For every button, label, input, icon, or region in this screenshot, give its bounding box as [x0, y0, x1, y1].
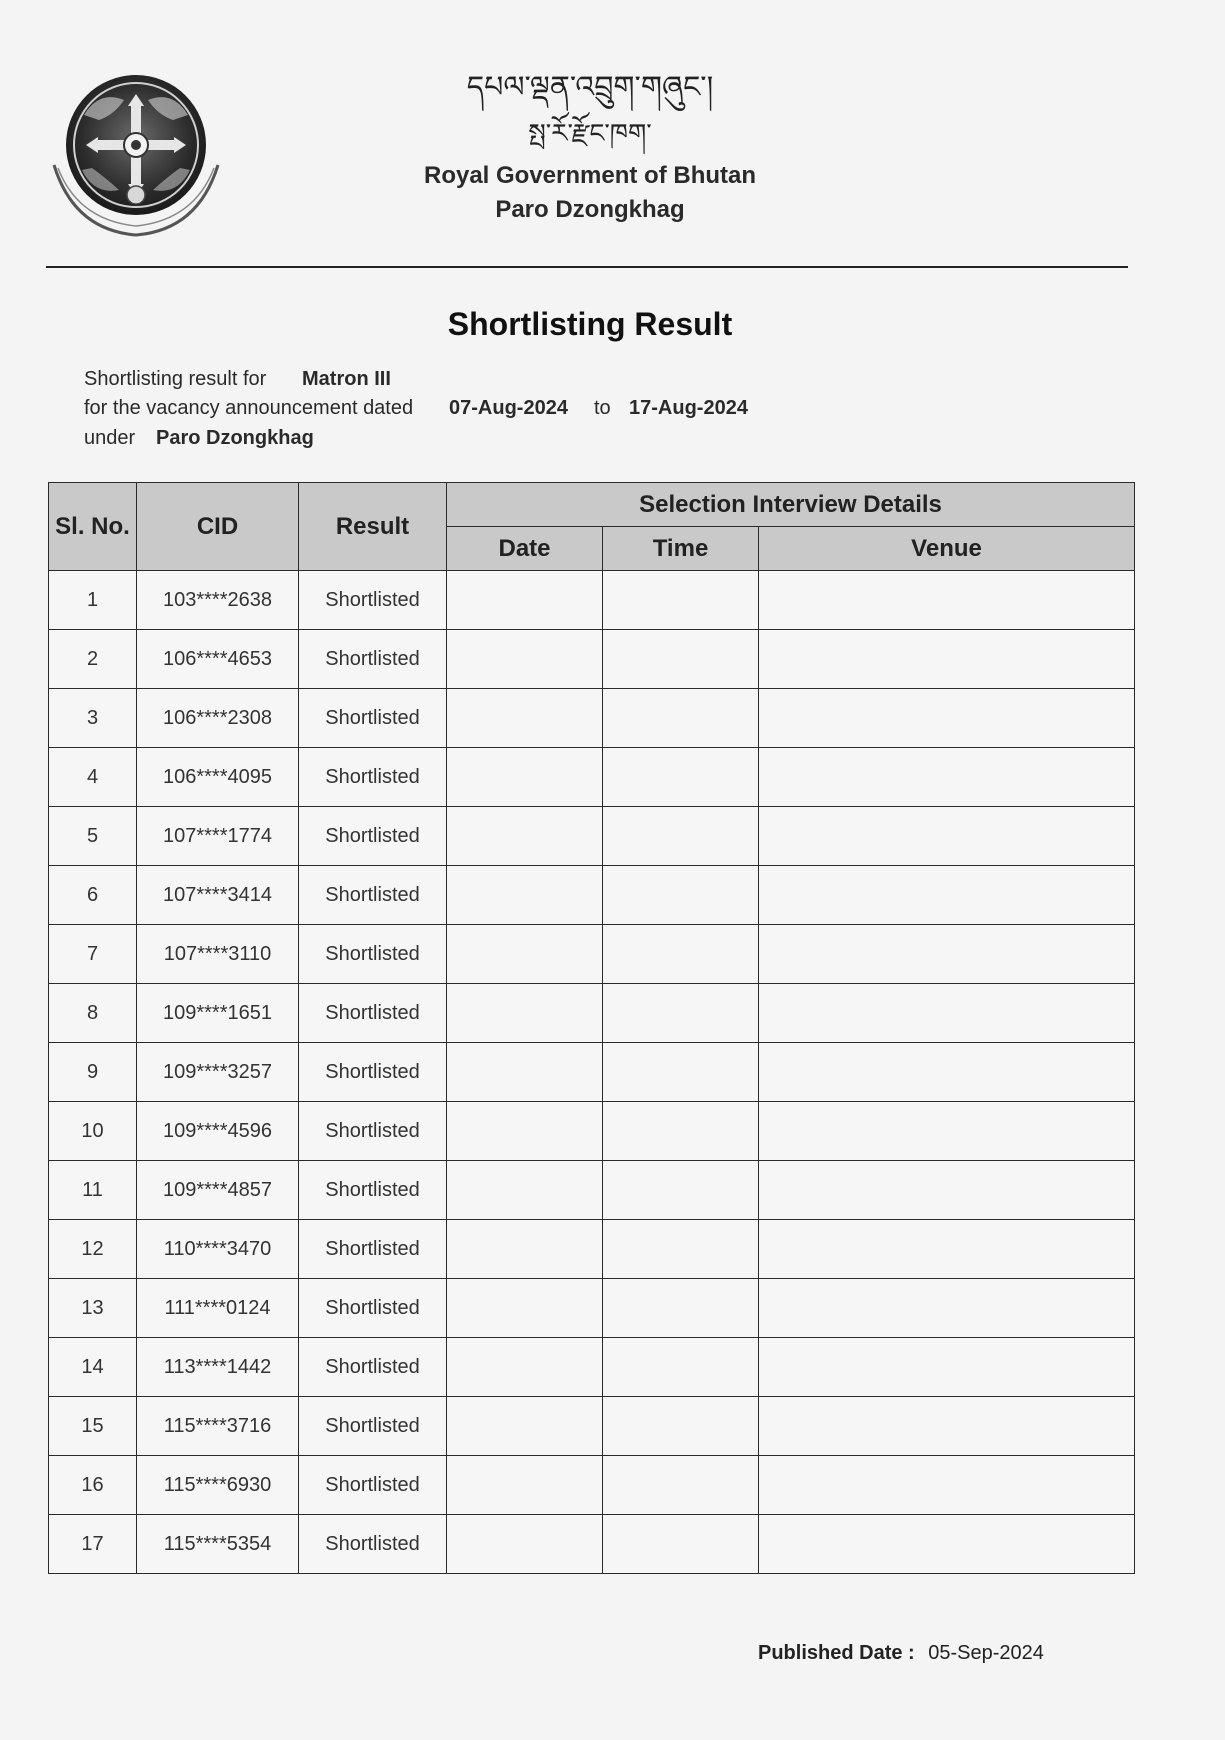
date-cell	[447, 748, 603, 807]
cid-cell: 109****1651	[137, 984, 299, 1043]
venue-cell	[759, 925, 1135, 984]
cid-cell: 115****5354	[137, 1515, 299, 1574]
table-row	[49, 1515, 1135, 1574]
intro-line-dates	[84, 397, 784, 420]
result-cell: Shortlisted	[299, 1043, 447, 1102]
sl-cell: 1	[49, 571, 137, 630]
cid-cell: 107****3110	[137, 925, 299, 984]
sl-cell: 8	[49, 984, 137, 1043]
date-cell	[447, 1279, 603, 1338]
time-cell	[603, 925, 759, 984]
venue-cell	[759, 984, 1135, 1043]
date-cell	[447, 689, 603, 748]
result-cell: Shortlisted	[299, 925, 447, 984]
table-row	[49, 689, 1135, 748]
shortlist-table	[48, 482, 1135, 1574]
venue-cell	[759, 1220, 1135, 1279]
header-cid: CID	[137, 483, 299, 571]
cid-cell: 115****6930	[137, 1456, 299, 1515]
date-cell	[447, 866, 603, 925]
table-row	[49, 1397, 1135, 1456]
table-row	[49, 866, 1135, 925]
cid-cell: 111****0124	[137, 1279, 299, 1338]
time-cell	[603, 748, 759, 807]
result-cell: Shortlisted	[299, 807, 447, 866]
sl-cell: 9	[49, 1043, 137, 1102]
dzongkha-subtitle: སྤ་རོ་རྫོང་ཁག་	[528, 119, 652, 149]
table-row	[49, 1161, 1135, 1220]
date-cell	[447, 1220, 603, 1279]
date-cell	[447, 1161, 603, 1220]
table-row	[49, 807, 1135, 866]
venue-cell	[759, 1161, 1135, 1220]
time-cell	[603, 689, 759, 748]
royal-emblem-icon	[44, 70, 224, 245]
header-venue: Venue	[759, 527, 1135, 571]
table-row	[49, 571, 1135, 630]
table-row	[49, 1220, 1135, 1279]
cid-cell: 110****3470	[137, 1220, 299, 1279]
table-row	[49, 1456, 1135, 1515]
cid-cell: 107****3414	[137, 866, 299, 925]
header-sl-no: Sl. No.	[49, 483, 137, 571]
position-name: Matron III	[302, 368, 391, 390]
date-cell	[447, 1456, 603, 1515]
cid-cell: 109****4596	[137, 1102, 299, 1161]
result-cell: Shortlisted	[299, 1397, 447, 1456]
time-cell	[603, 1515, 759, 1574]
sl-cell: 16	[49, 1456, 137, 1515]
table-row	[49, 748, 1135, 807]
result-cell: Shortlisted	[299, 1456, 447, 1515]
intro-label: under	[84, 427, 136, 449]
cid-cell: 109****4857	[137, 1161, 299, 1220]
sl-cell: 5	[49, 807, 137, 866]
intro-line-agency	[84, 427, 484, 450]
venue-cell	[759, 1043, 1135, 1102]
venue-cell	[759, 1515, 1135, 1574]
header-divider	[46, 266, 1128, 268]
sl-cell: 15	[49, 1397, 137, 1456]
result-cell: Shortlisted	[299, 1515, 447, 1574]
intro-line-position	[84, 368, 484, 391]
time-cell	[603, 1220, 759, 1279]
date-to: 17-Aug-2024	[629, 397, 748, 419]
venue-cell	[759, 1397, 1135, 1456]
cid-cell: 109****3257	[137, 1043, 299, 1102]
date-from: 07-Aug-2024	[449, 397, 568, 419]
time-cell	[603, 630, 759, 689]
venue-cell	[759, 866, 1135, 925]
venue-cell	[759, 1456, 1135, 1515]
cid-cell: 106****4653	[137, 630, 299, 689]
date-cell	[447, 1338, 603, 1397]
date-cell	[447, 1515, 603, 1574]
time-cell	[603, 984, 759, 1043]
result-cell: Shortlisted	[299, 866, 447, 925]
header-result: Result	[299, 483, 447, 571]
result-cell: Shortlisted	[299, 1102, 447, 1161]
date-cell	[447, 984, 603, 1043]
intro-label: Shortlisting result for	[84, 368, 267, 390]
time-cell	[603, 571, 759, 630]
date-cell	[447, 1102, 603, 1161]
cid-cell: 115****3716	[137, 1397, 299, 1456]
result-cell: Shortlisted	[299, 571, 447, 630]
sl-cell: 10	[49, 1102, 137, 1161]
date-cell	[447, 1043, 603, 1102]
office-name: Paro Dzongkhag	[495, 196, 685, 223]
sl-cell: 6	[49, 866, 137, 925]
published-date-line	[758, 1642, 1044, 1665]
time-cell	[603, 1338, 759, 1397]
cid-cell: 106****2308	[137, 689, 299, 748]
venue-cell	[759, 807, 1135, 866]
dzongkha-title: དཔལ་ལྡན་འབྲུག་གཞུང་།	[466, 70, 714, 105]
sl-cell: 4	[49, 748, 137, 807]
result-cell: Shortlisted	[299, 984, 447, 1043]
table-row	[49, 1043, 1135, 1102]
time-cell	[603, 1397, 759, 1456]
time-cell	[603, 1102, 759, 1161]
sl-cell: 3	[49, 689, 137, 748]
time-cell	[603, 1043, 759, 1102]
header-interview-details: Selection Interview Details	[447, 483, 1135, 527]
page-title: Shortlisting Result	[447, 306, 733, 342]
sl-cell: 14	[49, 1338, 137, 1397]
published-date: 05-Sep-2024	[928, 1642, 1044, 1664]
result-cell: Shortlisted	[299, 1161, 447, 1220]
date-cell	[447, 925, 603, 984]
venue-cell	[759, 1279, 1135, 1338]
time-cell	[603, 1161, 759, 1220]
date-cell	[447, 630, 603, 689]
cid-cell: 106****4095	[137, 748, 299, 807]
cid-cell: 103****2638	[137, 571, 299, 630]
venue-cell	[759, 571, 1135, 630]
date-cell	[447, 571, 603, 630]
time-cell	[603, 807, 759, 866]
table-row	[49, 984, 1135, 1043]
venue-cell	[759, 1338, 1135, 1397]
result-cell: Shortlisted	[299, 1338, 447, 1397]
venue-cell	[759, 630, 1135, 689]
sl-cell: 17	[49, 1515, 137, 1574]
table-row	[49, 925, 1135, 984]
table-row	[49, 1102, 1135, 1161]
venue-cell	[759, 1102, 1135, 1161]
time-cell	[603, 1456, 759, 1515]
sl-cell: 2	[49, 630, 137, 689]
venue-cell	[759, 748, 1135, 807]
sl-cell: 7	[49, 925, 137, 984]
table-row	[49, 1279, 1135, 1338]
published-label: Published Date :	[758, 1642, 915, 1664]
sl-cell: 11	[49, 1161, 137, 1220]
result-cell: Shortlisted	[299, 689, 447, 748]
result-cell: Shortlisted	[299, 630, 447, 689]
date-cell	[447, 1397, 603, 1456]
cid-cell: 113****1442	[137, 1338, 299, 1397]
cid-cell: 107****1774	[137, 807, 299, 866]
result-cell: Shortlisted	[299, 1279, 447, 1338]
time-cell	[603, 1279, 759, 1338]
result-cell: Shortlisted	[299, 748, 447, 807]
result-cell: Shortlisted	[299, 1220, 447, 1279]
sl-cell: 12	[49, 1220, 137, 1279]
table-row	[49, 1338, 1135, 1397]
to-label: to	[594, 397, 611, 419]
venue-cell	[759, 689, 1135, 748]
time-cell	[603, 866, 759, 925]
date-cell	[447, 807, 603, 866]
organization-name: Royal Government of Bhutan	[423, 162, 757, 189]
header-time: Time	[603, 527, 759, 571]
header-date: Date	[447, 527, 603, 571]
agency-name: Paro Dzongkhag	[156, 427, 314, 449]
sl-cell: 13	[49, 1279, 137, 1338]
table-row	[49, 630, 1135, 689]
intro-label: for the vacancy announcement dated	[84, 397, 414, 419]
